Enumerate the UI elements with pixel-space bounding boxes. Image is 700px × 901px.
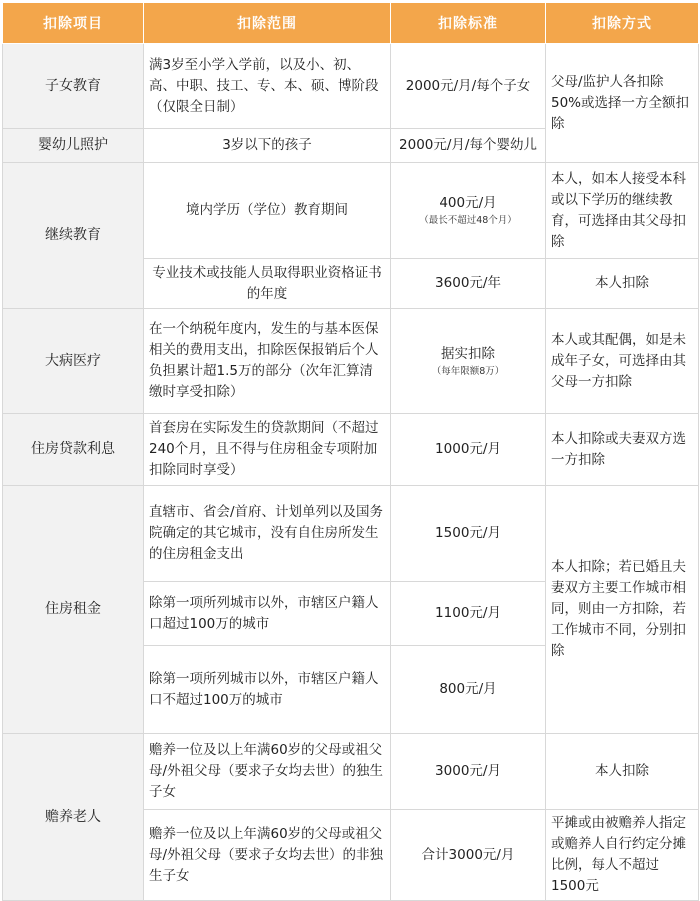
- item-infant-care: 婴幼儿照护: [3, 129, 144, 163]
- standard-medical: [391, 309, 546, 414]
- scope-infant-care: 3岁以下的孩子: [144, 129, 391, 163]
- table-row: [3, 414, 699, 486]
- scope-rent-tier3: 除第一项所列城市以外，市辖区户籍人口不超过100万的城市: [144, 646, 391, 734]
- table-row: [3, 44, 699, 129]
- scope-mortgage: 首套房在实际发生的贷款期间（不超过240个月，且不得与住房租金专项附加扣除同时享受）: [144, 414, 391, 486]
- item-medical: 大病医疗: [3, 309, 144, 414]
- standard-child-education: 2000元/月/每个子女: [391, 44, 546, 129]
- standard-rent-tier1: 1500元/月: [391, 486, 546, 582]
- standard-note: （最长不超过48个月）: [419, 215, 517, 226]
- deduction-table: [2, 2, 699, 901]
- scope-rent-tier2: 除第一项所列城市以外，市辖区户籍人口超过100万的城市: [144, 582, 391, 646]
- method-medical: 本人或其配偶，如是未成年子女，可选择由其父母一方扣除: [546, 309, 699, 414]
- scope-rent-tier1: 直辖市、省会/首府、计划单列以及国务院确定的其它城市，没有自住房所发生的住房租金支出: [144, 486, 391, 582]
- scope-continuing-education-cert: 专业技术或技能人员取得职业资格证书的年度: [144, 259, 391, 309]
- method-mortgage: 本人扣除或夫妻双方选一方扣除: [546, 414, 699, 486]
- header-standard: 扣除标准: [391, 3, 546, 44]
- standard-continuing-education-cert: 3600元/年: [391, 259, 546, 309]
- header-scope: 扣除范围: [144, 3, 391, 44]
- table-row: [3, 734, 699, 810]
- table-row: [3, 309, 699, 414]
- method-continuing-education-degree: 本人，如本人接受本科或以下学历的继续教育，可选择由其父母扣除: [546, 163, 699, 259]
- scope-elderly-only-child: 赡养一位及以上年满60岁的父母或祖父母/外祖父母（要求子女均去世）的独生子女: [144, 734, 391, 810]
- item-continuing-education: 继续教育: [3, 163, 144, 309]
- item-elderly: 赡养老人: [3, 734, 144, 901]
- header-item: 扣除项目: [3, 3, 144, 44]
- standard-rent-tier3: 800元/月: [391, 646, 546, 734]
- scope-continuing-education-degree: 境内学历（学位）教育期间: [144, 163, 391, 259]
- scope-elderly-non-only-child: 赡养一位及以上年满60岁的父母或祖父母/外祖父母（要求子女均去世）的非独生子女: [144, 810, 391, 901]
- standard-elderly-only-child: 3000元/月: [391, 734, 546, 810]
- header-method: 扣除方式: [546, 3, 699, 44]
- method-continuing-education-cert: 本人扣除: [546, 259, 699, 309]
- standard-elderly-non-only-child: 合计3000元/月: [391, 810, 546, 901]
- item-child-education: 子女教育: [3, 44, 144, 129]
- standard-value: 400元/月: [439, 195, 497, 211]
- table-header-row: [3, 3, 699, 44]
- standard-infant-care: 2000元/月/每个婴幼儿: [391, 129, 546, 163]
- standard-value: 据实扣除: [441, 345, 495, 362]
- standard-rent-tier2: 1100元/月: [391, 582, 546, 646]
- scope-child-education: 满3岁至小学入学前，以及小、初、高、中职、技工、专、本、硕、博阶段（仅限全日制）: [144, 44, 391, 129]
- standard-note: （每年限额8万）: [431, 365, 505, 377]
- method-elderly-non-only-child: 平摊或由被赡养人指定或赡养人自行约定分摊比例，每人不超过1500元: [546, 810, 699, 901]
- scope-medical: 在一个纳税年度内，发生的与基本医保相关的费用支出，扣除医保报销后个人负担累计超1.5万的部分（次年汇算清缴时享受扣除）: [144, 309, 391, 414]
- table-row: [3, 163, 699, 259]
- standard-continuing-education-degree: [391, 163, 546, 259]
- method-child-education: 父母/监护人各扣除50%或选择一方全额扣除: [546, 44, 699, 163]
- item-mortgage: 住房贷款利息: [3, 414, 144, 486]
- table-row: [3, 486, 699, 582]
- method-elderly-only-child: 本人扣除: [546, 734, 699, 810]
- standard-mortgage: 1000元/月: [391, 414, 546, 486]
- method-rent: 本人扣除；若已婚且夫妻双方主要工作城市相同，则由一方扣除，若工作城市不同，分别扣除: [546, 486, 699, 734]
- item-rent: 住房租金: [3, 486, 144, 734]
